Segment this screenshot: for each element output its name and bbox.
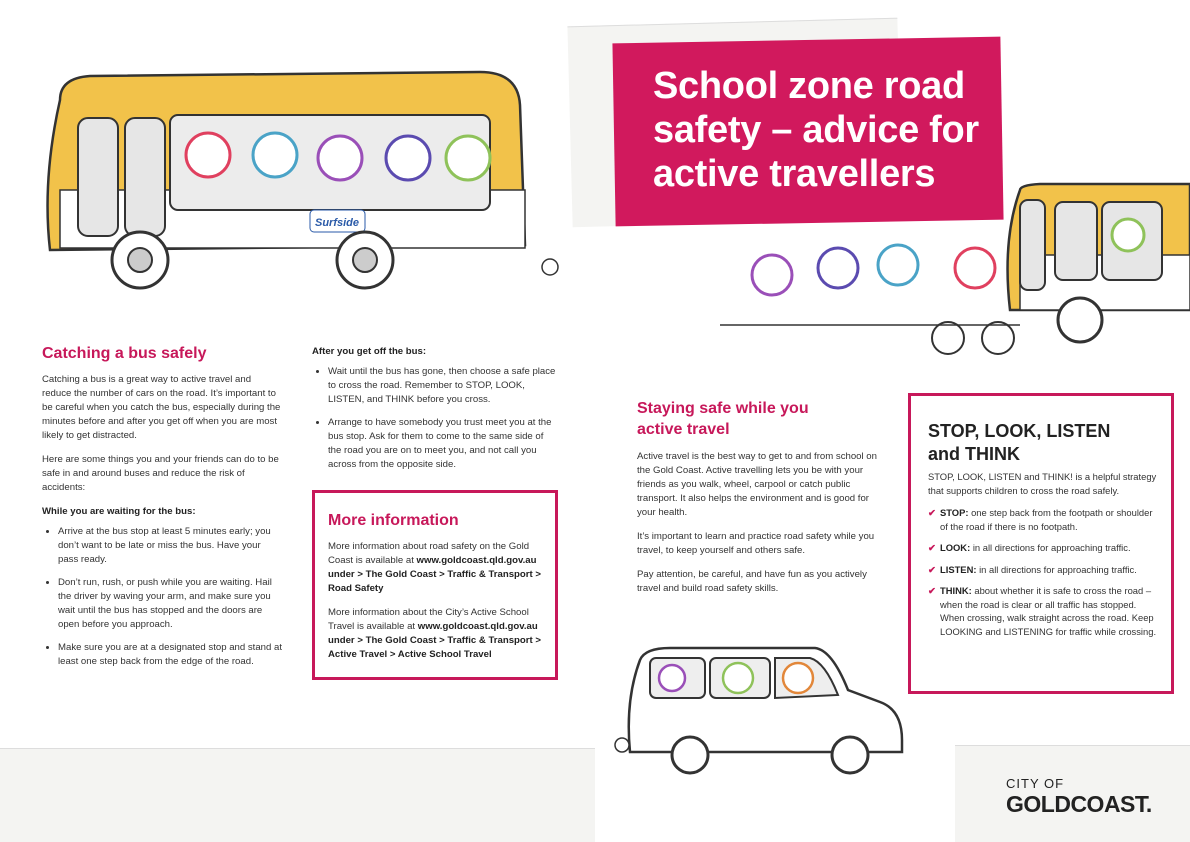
check-icon: ✔ xyxy=(928,563,936,575)
staying-safe-heading-line2: active travel xyxy=(637,421,730,438)
catching-p1: Catching a bus is a great way to active travel and reduce the number of cars on the road. It’s important to be careful when you catch the bus, especially during the minutes before and after you get off when you are most likely to get distracted. xyxy=(42,374,281,441)
more-info-p1 xyxy=(328,540,548,596)
stop-look-heading xyxy=(928,420,1160,466)
kids-and-bus-illustration xyxy=(720,180,1190,360)
item-label: THINK: xyxy=(940,585,972,596)
item-text: about whether it is safe to cross the road – when the road is clear or all traffic has stopped. When crossing, walk straight across the road. Keep LOOKING and LISTENING for traffic while crossing. xyxy=(940,585,1157,637)
item-label: LOOK: xyxy=(940,542,971,553)
bus-sign: Surfside xyxy=(314,217,360,229)
more-info-link-road-safety[interactable]: www.goldcoast.qld.gov.au under > The Gold Coast > Traffic & Transport > Road Safety xyxy=(328,555,541,594)
stop-look-heading-line1: STOP, LOOK, LISTEN xyxy=(928,421,1111,441)
list-item xyxy=(928,541,1160,555)
item-text: in all directions for approaching traffic. xyxy=(970,542,1131,553)
car-illustration xyxy=(610,640,910,775)
item-text: in all directions for approaching traffic. xyxy=(976,563,1137,575)
item-label: LISTEN: xyxy=(940,563,977,575)
staying-safe-heading-line1: Staying safe while you xyxy=(637,400,809,417)
stop-look-intro: STOP, LOOK, LISTEN and THINK! is a helpful strategy that supports children to cross the road safely. xyxy=(928,471,1157,496)
list-item: • Arrange to have somebody you trust meet you at the bus stop. Ask for them to come to the same side of the road you are on to meet you, and not call you across from the opposite side. xyxy=(328,416,557,472)
list-item: • Arrive at the bus stop at least 5 minutes early; you don’t want to be late or miss the bus. Have your pass ready. xyxy=(58,525,282,567)
more-info-p1-text: More information about road safety on the Gold Coast is available at xyxy=(328,541,530,566)
waiting-label: While you are waiting for the bus: xyxy=(42,506,196,517)
staying-safe-heading xyxy=(637,398,882,440)
more-info-heading: More information xyxy=(328,512,459,529)
staying-safe-p2: It’s important to learn and practice road safety while you travel, to keep yourself and others safe. xyxy=(637,531,875,556)
catching-heading: Catching a bus safely xyxy=(42,345,207,362)
city-logo xyxy=(1006,776,1152,818)
more-info-content xyxy=(328,512,548,672)
more-info-p2 xyxy=(328,606,548,662)
list-item: • Wait until the bus has gone, then choose a safe place to cross the road. Remember to STOP, LOOK, LISTEN, and THINK before you cross. xyxy=(328,365,557,407)
torn-paper-bottom-left xyxy=(0,748,595,842)
logo-line1: CITY OF xyxy=(1006,776,1065,791)
list-item xyxy=(928,506,1160,533)
logo-line2: GOLDCOAST. xyxy=(1006,791,1152,817)
catching-section xyxy=(42,345,282,678)
stop-look-list xyxy=(928,506,1160,638)
after-section xyxy=(312,345,557,481)
staying-safe-p3: Pay attention, be careful, and have fun as you actively travel and build road safety skills. xyxy=(637,569,867,594)
catching-p2: Here are some things you and your friends can do to be safe in and around buses and reduce the risk of accidents: xyxy=(42,454,279,493)
list-item xyxy=(928,563,1160,577)
waiting-list xyxy=(42,525,282,669)
more-info-p2-text: More information about the City’s Active School Travel is available at xyxy=(328,607,529,632)
check-icon: ✔ xyxy=(928,507,936,518)
list-item: • Don’t run, rush, or push while you are waiting. Hail the driver by waving your arm, and make sure you wait until the bus has stopped and the doors are open before you approach. xyxy=(58,576,282,632)
after-list xyxy=(312,365,557,472)
check-icon: ✔ xyxy=(928,585,936,596)
bus-illustration xyxy=(20,60,565,295)
stop-look-heading-line2: and THINK xyxy=(928,444,1020,464)
item-text: one step back from the footpath or shoulder of the road if there is no footpath. xyxy=(940,507,1153,532)
after-label: After you get off the bus: xyxy=(312,346,427,357)
list-item: • Make sure you are at a designated stop and stand at least one step back from the edge of the road. xyxy=(58,641,282,669)
item-label: STOP: xyxy=(940,507,969,518)
page-title: School zone road safety – advice for active travellers xyxy=(653,65,979,195)
check-icon: ✔ xyxy=(928,542,936,553)
staying-safe-p1: Active travel is the best way to get to and from school on the Gold Coast. Active travelling lets you be with your friends as you walk, wheel, carpool or catch public transport. It also helps the environment and is good for your health. xyxy=(637,451,877,518)
stop-look-content xyxy=(928,420,1160,646)
staying-safe-section xyxy=(637,398,882,606)
more-info-link-active-travel[interactable]: www.goldcoast.qld.gov.au under > The Gold Coast > Traffic & Transport > Active Travel > Active School Travel xyxy=(328,621,541,660)
list-item xyxy=(928,584,1160,638)
